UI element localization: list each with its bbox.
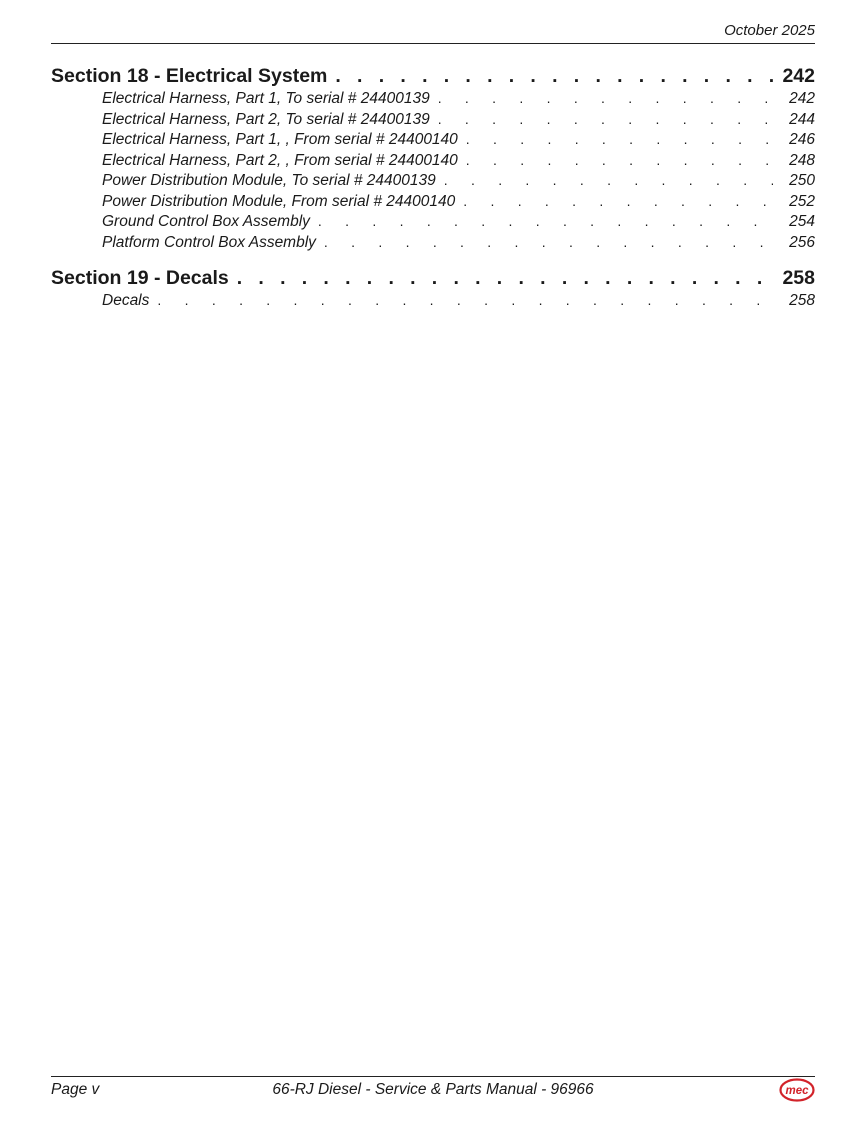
footer-divider bbox=[51, 1076, 815, 1077]
mec-logo-icon bbox=[779, 1078, 815, 1102]
entry-title: Platform Control Box Assembly bbox=[102, 233, 316, 251]
toc-entry[interactable] bbox=[51, 290, 815, 311]
entry-page-number: 250 bbox=[789, 172, 815, 189]
logo-text: mec bbox=[785, 1085, 809, 1097]
section-page-number: 242 bbox=[782, 65, 815, 87]
toc-entry[interactable] bbox=[51, 150, 815, 171]
toc-entry[interactable] bbox=[51, 191, 815, 212]
toc-entry[interactable] bbox=[51, 211, 815, 232]
dot-leader bbox=[318, 211, 773, 233]
section-title: Section 19 - Decals bbox=[51, 267, 229, 289]
entry-title: Ground Control Box Assembly bbox=[102, 213, 310, 230]
toc-entry[interactable] bbox=[51, 232, 815, 253]
toc-entry[interactable] bbox=[51, 170, 815, 191]
header-divider bbox=[51, 43, 815, 44]
entry-page-number: 242 bbox=[789, 90, 815, 107]
entry-title: Electrical Harness, Part 2, To serial # 24400139 bbox=[102, 110, 430, 128]
header-date: October 2025 bbox=[724, 22, 815, 39]
dot-leader bbox=[463, 191, 773, 213]
section-page-number: 258 bbox=[782, 267, 815, 289]
dot-leader bbox=[157, 290, 773, 312]
footer-manual-title: 66-RJ Diesel - Service & Parts Manual - 96966 bbox=[272, 1081, 594, 1098]
footer-page-label: Page v bbox=[51, 1081, 100, 1098]
entry-page-number: 244 bbox=[789, 110, 815, 128]
section-heading-row[interactable] bbox=[51, 266, 815, 290]
section-heading-row[interactable] bbox=[51, 64, 815, 88]
entry-title: Power Distribution Module, To serial # 24400139 bbox=[102, 172, 436, 189]
entry-page-number: 254 bbox=[789, 213, 815, 230]
entry-page-number: 246 bbox=[789, 131, 815, 148]
entry-page-number: 256 bbox=[789, 233, 815, 251]
entry-page-number: 252 bbox=[789, 192, 815, 210]
toc-section-18 bbox=[51, 64, 815, 252]
entry-title: Electrical Harness, Part 2, , From serial # 24400140 bbox=[102, 151, 458, 169]
dot-leader bbox=[438, 88, 773, 110]
toc-section-19 bbox=[51, 266, 815, 311]
dot-leader bbox=[466, 150, 773, 172]
entry-title: Electrical Harness, Part 1, , From serial # 24400140 bbox=[102, 131, 458, 148]
entry-title: Decals bbox=[102, 292, 150, 309]
entry-title: Electrical Harness, Part 1, To serial # 24400139 bbox=[102, 90, 430, 107]
toc-entry[interactable] bbox=[51, 109, 815, 130]
dot-leader bbox=[438, 109, 773, 131]
entry-page-number: 248 bbox=[789, 151, 815, 169]
entry-page-number: 258 bbox=[789, 292, 815, 309]
toc-entry[interactable] bbox=[51, 129, 815, 150]
dot-leader bbox=[324, 232, 773, 254]
dot-leader bbox=[237, 266, 777, 290]
dot-leader bbox=[444, 170, 773, 192]
entry-title: Power Distribution Module, From serial # 24400140 bbox=[102, 192, 456, 210]
toc-entry[interactable] bbox=[51, 88, 815, 109]
table-of-contents bbox=[51, 64, 815, 325]
dot-leader bbox=[466, 129, 773, 151]
section-title: Section 18 - Electrical System bbox=[51, 65, 328, 87]
dot-leader bbox=[335, 64, 776, 88]
